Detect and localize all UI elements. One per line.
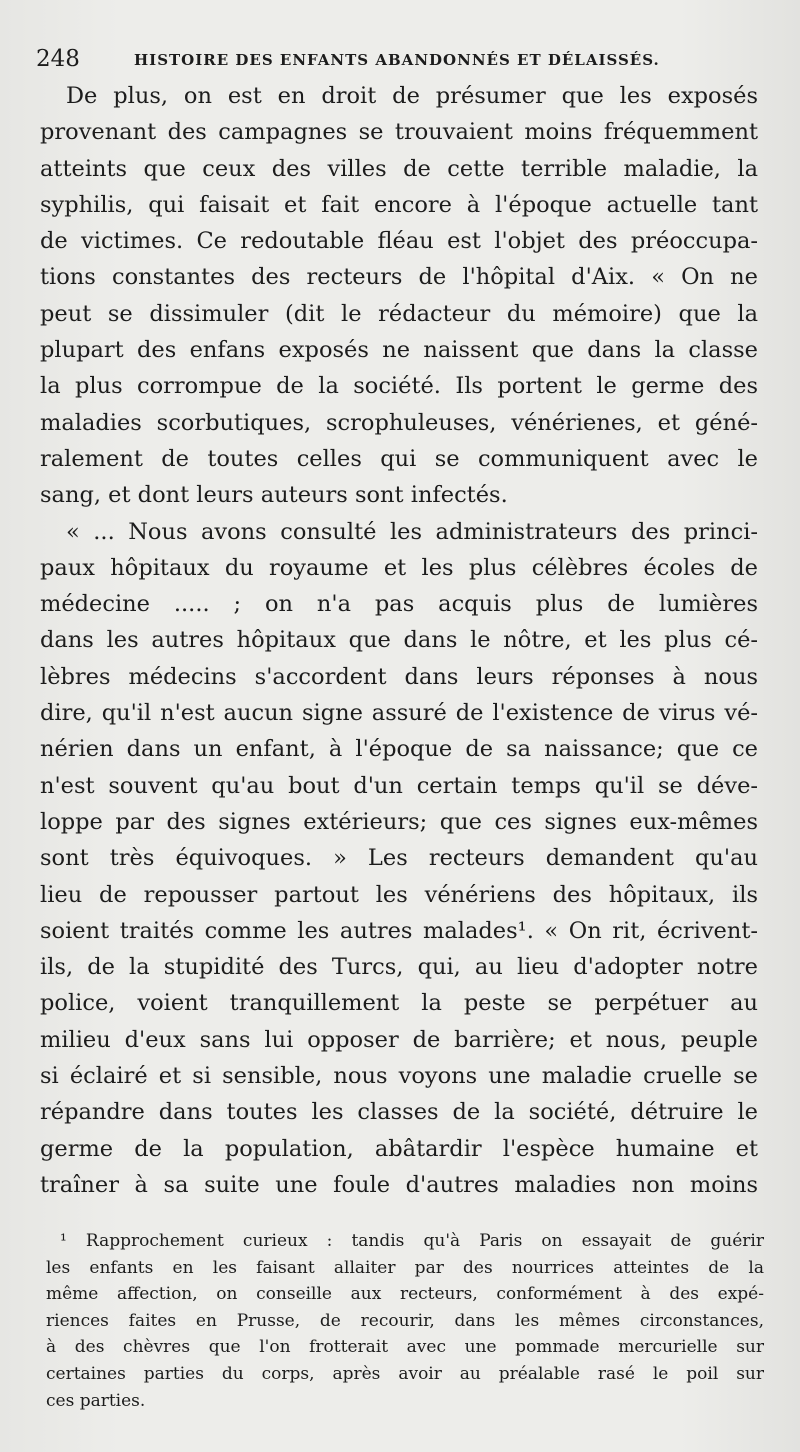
text-line: sang, et dont leurs auteurs sont infectés. — [40, 482, 508, 509]
text-line: si éclairé et si sensible, nous voyons une maladie cruelle se — [40, 1063, 758, 1090]
text-line: provenant des campagnes se trouvaient moins fréquemment — [40, 119, 758, 146]
text-line: loppe par des signes extérieurs; que ces signes eux-mêmes — [40, 808, 758, 835]
text-line: n'est souvent qu'au bout d'un certain temps qu'il se déve- — [40, 772, 758, 799]
text-line: lèbres médecins s'accordent dans leurs réponses à nous — [40, 663, 758, 690]
text-line: soient traités comme les autres malades¹. « On rit, écrivent- — [40, 917, 758, 944]
footnote-line: même affection, on conseille aux recteurs, conformément à des expé- — [46, 1284, 764, 1305]
footnote-line: ces parties. — [46, 1390, 146, 1411]
footnote-line: à des chèvres que l'on frotterait avec une pommade mercurielle sur — [46, 1337, 764, 1358]
running-title: HISTOIRE DES ENFANTS ABANDONNÉS ET DÉLAISSÉS. — [134, 51, 660, 69]
text-line: lieu de repousser partout les vénériens des hôpitaux, ils — [40, 881, 758, 908]
text-line: paux hôpitaux du royaume et les plus célèbres écoles de — [40, 554, 758, 581]
text-line: atteints que ceux des villes de cette terrible maladie, la — [40, 155, 758, 182]
text-line: dire, qu'il n'est aucun signe assuré de l'existence de virus vé- — [40, 700, 758, 727]
text-line: tions constantes des recteurs de l'hôpital d'Aix. « On ne — [40, 264, 758, 291]
text-line: traîner à sa suite une foule d'autres maladies non moins — [40, 1171, 758, 1198]
main-text — [40, 78, 758, 1203]
text-line: de victimes. Ce redoutable fléau est l'objet des préoccupa- — [40, 228, 758, 255]
text-line: ralement de toutes celles qui se communiquent avec le — [40, 445, 758, 472]
text-line: ils, de la stupidité des Turcs, qui, au lieu d'adopter notre — [40, 954, 758, 981]
text-line: germe de la population, abâtardir l'espèce humaine et — [40, 1135, 758, 1162]
text-line: dans les autres hôpitaux que dans le nôtre, et les plus cé- — [40, 627, 758, 654]
page-header — [36, 44, 756, 74]
footnote — [46, 1228, 764, 1414]
text-line: plupart des enfans exposés ne naissent que dans la classe — [40, 337, 758, 364]
footnote-line: riences faites en Prusse, de recourir, dans les mêmes circonstances, — [46, 1310, 764, 1331]
footnote-line: ¹ Rapprochement curieux : tandis qu'à Paris on essayait de guérir — [60, 1231, 764, 1251]
text-line: « ... Nous avons consulté les administrateurs des princi- — [66, 518, 758, 545]
text-line: peut se dissimuler (dit le rédacteur du mémoire) que la — [40, 300, 758, 327]
text-line: la plus corrompue de la société. Ils portent le germe des — [40, 373, 758, 400]
text-line: nérien dans un enfant, à l'époque de sa naissance; que ce — [40, 736, 758, 763]
text-line: sont très équivoques. » Les recteurs demandent qu'au — [40, 845, 758, 872]
text-line: syphilis, qui faisait et fait encore à l'époque actuelle tant — [40, 191, 758, 218]
text-line: police, voient tranquillement la peste se perpétuer au — [40, 990, 758, 1017]
text-line: maladies scorbutiques, scrophuleuses, vénérienes, et géné- — [40, 409, 758, 436]
text-line: médecine ..... ; on n'a pas acquis plus de lumières — [40, 591, 758, 618]
text-line: milieu d'eux sans lui opposer de barrière; et nous, peuple — [40, 1026, 758, 1053]
footnote-line: les enfants en les faisant allaiter par des nourrices atteintes de la — [46, 1257, 764, 1278]
text-line: De plus, on est en droit de présumer que les exposés — [66, 83, 758, 109]
footnote-line: certaines parties du corps, après avoir au préalable rasé le poil sur — [46, 1363, 764, 1384]
text-line: répandre dans toutes les classes de la société, détruire le — [40, 1099, 758, 1126]
page-number: 248 — [36, 46, 80, 72]
